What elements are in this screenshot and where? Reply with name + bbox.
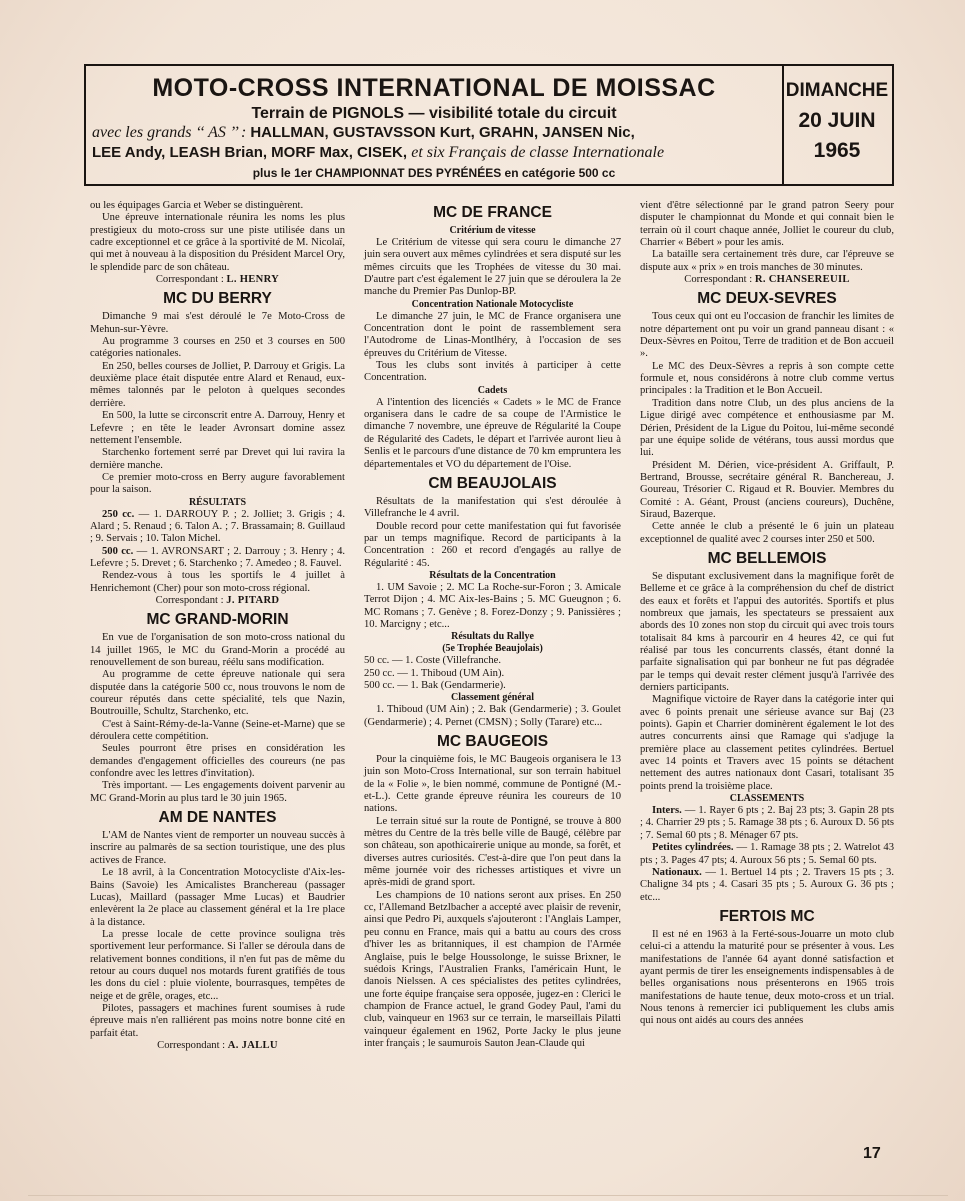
baugeois-p1: Pour la cinquième fois, le MC Baugeois organisera le 13 juin son Moto-Cross International, sur son terrain habituel de la « Folie », le bien nommé, commune de Pontigné (M.-et-L.). Cette grande épreuve réunira les coureurs de 10 nations. bbox=[364, 754, 621, 815]
banner-riders-line-2: LEE Andy, LEASH Brian, MORF Max, CISEK, et six Français de classe Internationale bbox=[92, 144, 665, 161]
column-3 bbox=[640, 200, 894, 1100]
bellemois-nationaux: Nationaux. — 1. Bertuel 14 pts ; 2. Travers 15 pts ; 3. Chaligne 34 pts ; 4. Casari 35 pts ; 5. Auroux G. 36 pts ; etc... bbox=[640, 866, 894, 903]
bottom-edge bbox=[28, 1195, 948, 1196]
heading-mc-deux-sevres: MC DEUX-SEVRES bbox=[697, 290, 837, 308]
berry-p1: Dimanche 9 mai s'est déroulé le 7e Moto-Cross de Mehun-sur-Yèvre. bbox=[90, 311, 345, 335]
morin-p2: Au programme de cette épreuve nationale qui sera disputée dans la catégorie 500 cc, nous trouvons le nom de coureur réputés dans cette spécialité, tels que Nazin, Boutrouille, Schultz, Starchenko, etc. bbox=[90, 669, 345, 718]
moissac-continuation: ou les équipages Garcia et Weber se distinguèrent. bbox=[90, 200, 304, 211]
heading-mc-de-france: MC DE FRANCE bbox=[433, 204, 552, 221]
heading-fertois-mc: FERTOIS MC bbox=[719, 907, 815, 925]
berry-results-250: 250 cc. — 1. DARROUY P. ; 2. Jolliet; 3. Grigis ; 4. Alard ; 5. Renaud ; 6. Talon A. ; 7. Brassamain; 8. Guillaud ; 9. Servais ; 10. Talon Michel. bbox=[90, 508, 346, 545]
nantes-p2: Le 18 avril, à la Concentration Motocycliste d'Aix-les-Bains (Savoie) les Amicalistes Branchereau (passager Lucas), Maillard (passager Mme Lucas) et Baudrier enlevèrent la 2e place au classement général et la 1re place à la distance. bbox=[90, 867, 345, 928]
column-2 bbox=[364, 200, 621, 1100]
correspondent-henry: Correspondant : L. HENRY bbox=[155, 274, 280, 286]
banner-riders-line-1: avec les grands ‘‘ AS ’’ : HALLMAN, GUSTAVSSON Kurt, GRAHN, JANSEN Nic, bbox=[92, 124, 635, 141]
bellemois-p2: Magnifique victoire de Rayer dans la catégorie inter qui avec 6 points prenait une sérieuse avance sur Baj (23 points). Gapin et Charrier dominèrent également le lot des autres concurrents ainsi que Ramage qui s'adjuge la première place au classement petites cylindrées. Bertuel avec 14 points et Travers avec 15 points se détachent nettement des autres nationaux dont Casari, totalisant 35 points prend la troisième place. bbox=[640, 694, 894, 792]
page-number: 17 bbox=[863, 1145, 881, 1162]
nantes-p4: Pilotes, passagers et machines furent soumises à rude épreuve mais n'en ralliérent pas moins notre bonne cité en parfait état. bbox=[90, 1002, 345, 1039]
bellemois-p1: Se disputant exclusivement dans la magnifique forêt de Belleme et ce grâce à la compréhension du chef de district des eaux et forêts et l'appui des autorités. Sportifs et plus nombreux que jamais, les spectateurs se pressaient aux abords des 10 zones non stop du circuit qui avec trois tours totalisait 84 kms à parcourir en 4 heures 42, ce qui fut réalisé par tous les concurrents classés, étant donné la parfaite signalisation qui par bonheur ne fut pas dégradée par le temps qui devait rester clément jusqu'à l'arrivée des derniers participants. bbox=[640, 570, 894, 694]
heading-mc-baugeois: MC BAUGEOIS bbox=[436, 733, 549, 750]
heading-cm-beaujolais: CM BEAUJOLAIS bbox=[428, 474, 557, 492]
france-sub-concentration: Concentration Nationale Motocycliste bbox=[411, 298, 574, 310]
berry-p6: Ce premier moto-cross en Berry augure favorablement pour la saison. bbox=[90, 471, 345, 496]
banner-title: MOTO-CROSS INTERNATIONAL DE MOISSAC bbox=[152, 74, 716, 102]
banner-subtitle: Terrain de PIGNOLS — visibilité totale du circuit bbox=[251, 105, 617, 122]
correspondent-chansereuil: Correspondant : R. CHANSEREUIL bbox=[684, 274, 850, 286]
berry-p5: Starchenko fortement serré par Drevet qui lui ravira la dernière manche. bbox=[90, 447, 345, 471]
sevres-p3: Tradition dans notre Club, un des plus anciens de la Ligue dirigé avec compétence et enthousiasme par M. Dérien, Président de la Ligue du Poitou, lui-même secondé par une équipe solide de vétérans, tous aussi mordus que lui. bbox=[640, 397, 894, 459]
morin-p5: Très important. — Les engagements doivent parvenir au MC Grand-Morin au plus tard le 30 juin 1965. bbox=[90, 780, 345, 804]
france-p3: Tous les clubs sont invités à participer à cette Concentration. bbox=[364, 360, 621, 384]
correspondent-jallu: Correspondant : A. JALLU bbox=[157, 1039, 278, 1051]
baugeois-p3: Les champions de 10 nations seront aux prises. En 250 cc, l'Allemand Betzlbacher a accepté avec plaisir de revenir, ainsi que Pedro Pi, auxquels s'ajouteront : l'Anglais Lamper, peu connu en France, mais qui a battu au cours des cross d'hiver les as britanniques, il est champion de l'Armée Anglaise, puis le belge Houssolonge, le suisse Brixner, le suédois Krings, l'Australien Franks, l'américain Hunt, le danois Nielssen. A ces spécialistes des petites cylindrées, une forte équipe française sera opposée, jugez-en : Clerici le champion de France actuel, le grand Godey Paul, l'ami du club, vainqueur en 1963 sur ce terrain, le marseillais Pilatti vainqueur également en 1962, Porte Jacky le plus jeune inter français ; le saumurois Sauton Jean-Claude qui bbox=[364, 889, 621, 1049]
beaujolais-50: 50 cc. — 1. Coste (Villefranche. bbox=[364, 655, 502, 667]
france-p2: Le dimanche 27 juin, le MC de France organisera une Concentration dont le point de rassemblement sera l'Autodrome de Linas-Montlhéry, à l'occasion de ses épreuves du Critérium de Vitesse. bbox=[364, 310, 621, 359]
heading-am-de-nantes: AM DE NANTES bbox=[158, 809, 277, 827]
morin-p4: Seules pourront être prises en considération les demandes d'engagement officielles des coureurs (ne pas confondre avec les lettres d'invitation). bbox=[90, 743, 345, 780]
beaujolais-sub-concentration: Résultats de la Concentration bbox=[429, 569, 556, 581]
nantes-p1: L'AM de Nantes vient de remporter un nouveau succès à inscrire au palmarès de sa section touristique, une des plus actives de France. bbox=[90, 830, 345, 866]
berry-p3: En 250, belles courses de Jolliet, P. Darrouy et Grigis. La deuxième place était disputée entre Alard et Renaud, eux-mêmes talonnés par le peloton à quelques secondes derrière. bbox=[90, 360, 345, 409]
fertois-p1: Il est né en 1963 à la Ferté-sous-Jouarre un moto club celui-ci a attendu la maturité pour se présenter à vous. Les manifestations de l'année 64 ayant donné satisfaction et ayant permis de tirer les enseignements indispensables à de belles organisations nous présenterons en 1965 trois manifestations de haute tenue, deux moto-cross et un trial. Nous tenons à remercier ici publiquement les clubs amis qui nous ont aidés au cours des années bbox=[640, 928, 894, 1027]
morin-p3: C'est à Saint-Rémy-de-la-Vanne (Seine-et-Marne) que se déroulera cette compétition. bbox=[90, 718, 345, 743]
heading-mc-bellemois: MC BELLEMOIS bbox=[707, 549, 827, 567]
sevres-p4: Président M. Dérien, vice-président A. Griffault, P. Bertrand, Brousse, secrétaire général R. Banchereau, J. Goureau, Trésorier C. Rigaud et R. Bouvier. Membres du Comité : A. Géant, Proust (anciens coureurs), Duchêne, Siraud, Bazerque. bbox=[640, 459, 894, 520]
berry-p4: En 500, la lutte se circonscrit entre A. Darrouy, Henry et Lefevre ; en tête le leader Avronsart domine assez nettement l'ensemble. bbox=[90, 410, 345, 446]
bellemois-petites: Petites cylindrées. — 1. Ramage 38 pts ; 2. Watrelot 43 pts ; 3. Pages 47 pts; 4. Auroux 56 pts ; 5. Semal 60 pts. bbox=[640, 842, 894, 866]
sevres-p2: Le MC des Deux-Sèvres a repris à son compte cette formule et, nous considérons à notre club comme vertus principales : la Tradition et le Bon Accueil. bbox=[640, 360, 894, 397]
beaujolais-p4: 1. Thiboud (UM Ain) ; 2. Bak (Gendarmerie) ; 3. Goulet (Gendarmerie) ; 4. Pernet (CMSN) ; Solly (Tarare) etc... bbox=[364, 704, 621, 728]
berry-results-500: 500 cc. — 1. AVRONSART ; 2. Darrouy ; 3. Henry ; 4. Lefevre ; 5. Drevet ; 6. Starchenko ; 7. Amedeo ; 8. Fauvel. bbox=[90, 545, 346, 569]
event-banner bbox=[84, 64, 894, 186]
moissac-paragraph: Une épreuve internationale réunira les noms les plus prestigieux du moto-cross sur une piste utilisée dans un cadre exceptionnel et ce grâce à la sportivité de M. Nicolaï, qui met à nouveau à la disposition du Président Marcel Ory, le splendide parc de son château. bbox=[90, 212, 345, 273]
banner-year: 1965 bbox=[813, 139, 861, 162]
berry-p7: Rendez-vous à tous les sportifs le 4 juillet à Henrichemont (Cher) pour son moto-cross régional. bbox=[90, 570, 345, 594]
correspondent-pitard: Correspondant : J. PITARD bbox=[155, 594, 280, 606]
france-p4: A l'intention des licenciés « Cadets » le MC de France organisera dans le cadre de sa coupe de l'Armistice le dimanche 7 novembre, une épreuve de Régularité la Coupe de Régularité des Cadets, le départ et l'arrivée auront lieu à Senlis et le parcours d'une distance de 70 km empruntera les départementales et VO du département de l'Oise. bbox=[364, 396, 621, 470]
beaujolais-p1: Résultats de la manifestation qui s'est déroulée à Villefranche le 4 avril. bbox=[364, 495, 621, 520]
baugeois-p4: La bataille sera certainement très dure, car l'épreuve se dispute aux « prix » en trois manches de 30 minutes. bbox=[640, 249, 894, 273]
beaujolais-250: 250 cc. — 1. Thiboud (UM Ain). bbox=[364, 667, 505, 679]
nantes-p3: La presse locale de cette province souligna très sportivement leur performance. Si l'aller se déroula dans de relativement bonnes conditions, il n'en fut pas de même du retour au cours duquel nos motards furent gratifiés de tous les dons du ciel : pluie violente, bourrasques, tempêtes de neige et de grêle, orages, etc... bbox=[90, 928, 345, 1002]
heading-mc-du-berry: MC DU BERRY bbox=[163, 290, 272, 308]
bellemois-classements: CLASSEMENTS bbox=[729, 793, 805, 805]
banner-date bbox=[784, 66, 890, 184]
beaujolais-500: 500 cc. — 1. Bak (Gendarmerie). bbox=[364, 679, 506, 691]
france-sub-cadets: Cadets bbox=[477, 384, 508, 396]
baugeois-continuation: vient d'être sélectionné par le grand patron Seery pour disputer le championnat du Monde et qui connait bien le terrain où il court chaque année, Jolliet le coureur du club, Charrier « Bébert » pour les amis. bbox=[640, 200, 894, 249]
beaujolais-sub-trophee: (5e Trophée Beaujolais) bbox=[442, 643, 543, 655]
france-p1: Le Critérium de vitesse qui sera couru le dimanche 27 juin sera ouvert aux mêmes cylindrées et sera disputé sur les mêmes circuits que les Trophées de vitesse du 30 mai. D'autre part c'est également le 27 juin que se déroulera la 2e manche du Premier Pas Dunlop-BP. bbox=[364, 237, 621, 298]
baugeois-p2: Le terrain situé sur la route de Pontigné, se trouve à 800 mètres du Centre de la très belle ville de Baugé, célèbre par son château, son apothicairerie unique au monde, sa forêt, et diverses autres curiosités. C'est-à-dire que l'on peut dans la même journée voir des richesses artistiques et vivre un après-midi de grand sport. bbox=[364, 815, 621, 889]
berry-p2: Au programme 3 courses en 250 et 3 courses en 500 catégories nationales. bbox=[90, 336, 345, 360]
column-1 bbox=[90, 200, 345, 1100]
morin-p1: En vue de l'organisation de son moto-cross national du 14 juillet 1965, le MC du Grand-Morin a procédé au renouvellement de son bureau, réélu sans modification. bbox=[90, 632, 345, 668]
berry-results-heading: RÉSULTATS bbox=[188, 496, 247, 508]
banner-date-text: 20 JUIN bbox=[798, 109, 876, 132]
bellemois-inters: Inters. — 1. Rayer 6 pts ; 2. Baj 23 pts; 3. Gapin 28 pts ; 4. Charrier 29 pts ; 5. Ramage 38 pts ; 6. Auroux D. 56 pts ; 7. Semal 60 pts ; 8. Ménager 67 pts. bbox=[640, 805, 894, 841]
france-sub-vitesse: Critérium de vitesse bbox=[449, 225, 536, 236]
beaujolais-sub-classement: Classement général bbox=[450, 692, 535, 704]
banner-championship: plus le 1er CHAMPIONNAT DES PYRÉNÉES en catégorie 500 cc bbox=[252, 166, 616, 180]
beaujolais-p3: 1. UM Savoie ; 2. MC La Roche-sur-Foron ; 3. Amicale Terrot Dijon ; 4. MC Aix-les-Bains ; 5. MC Gueugnon ; 6. MC Romans ; 7. Genève ; 8. Forez-Donzy ; 9. Panissières ; 10. Marcigny ; etc... bbox=[364, 581, 621, 630]
banner-main bbox=[86, 66, 784, 184]
banner-day: DIMANCHE bbox=[785, 80, 889, 101]
heading-mc-grand-morin: MC GRAND-MORIN bbox=[146, 611, 289, 629]
beaujolais-p2: Double record pour cette manifestation qui fut favorisée par un temps magnifique. Record de participants à la Concentration : 260 et record d'engagés au rallye de Régularité : 45. bbox=[364, 520, 621, 569]
sevres-p1: Tous ceux qui ont eu l'occasion de franchir les limites de notre département ont pu voir un grand panneau disant : « Deux-Sèvres en Poitou, Terre de tradition et de Bon accueil ». bbox=[640, 311, 894, 360]
sevres-p5: Cette année le club a présenté le 6 juin un plateau exceptionnel de qualité avec 2 courses inter 250 et 500. bbox=[640, 521, 894, 545]
beaujolais-sub-rallye: Résultats du Rallye bbox=[451, 631, 534, 643]
